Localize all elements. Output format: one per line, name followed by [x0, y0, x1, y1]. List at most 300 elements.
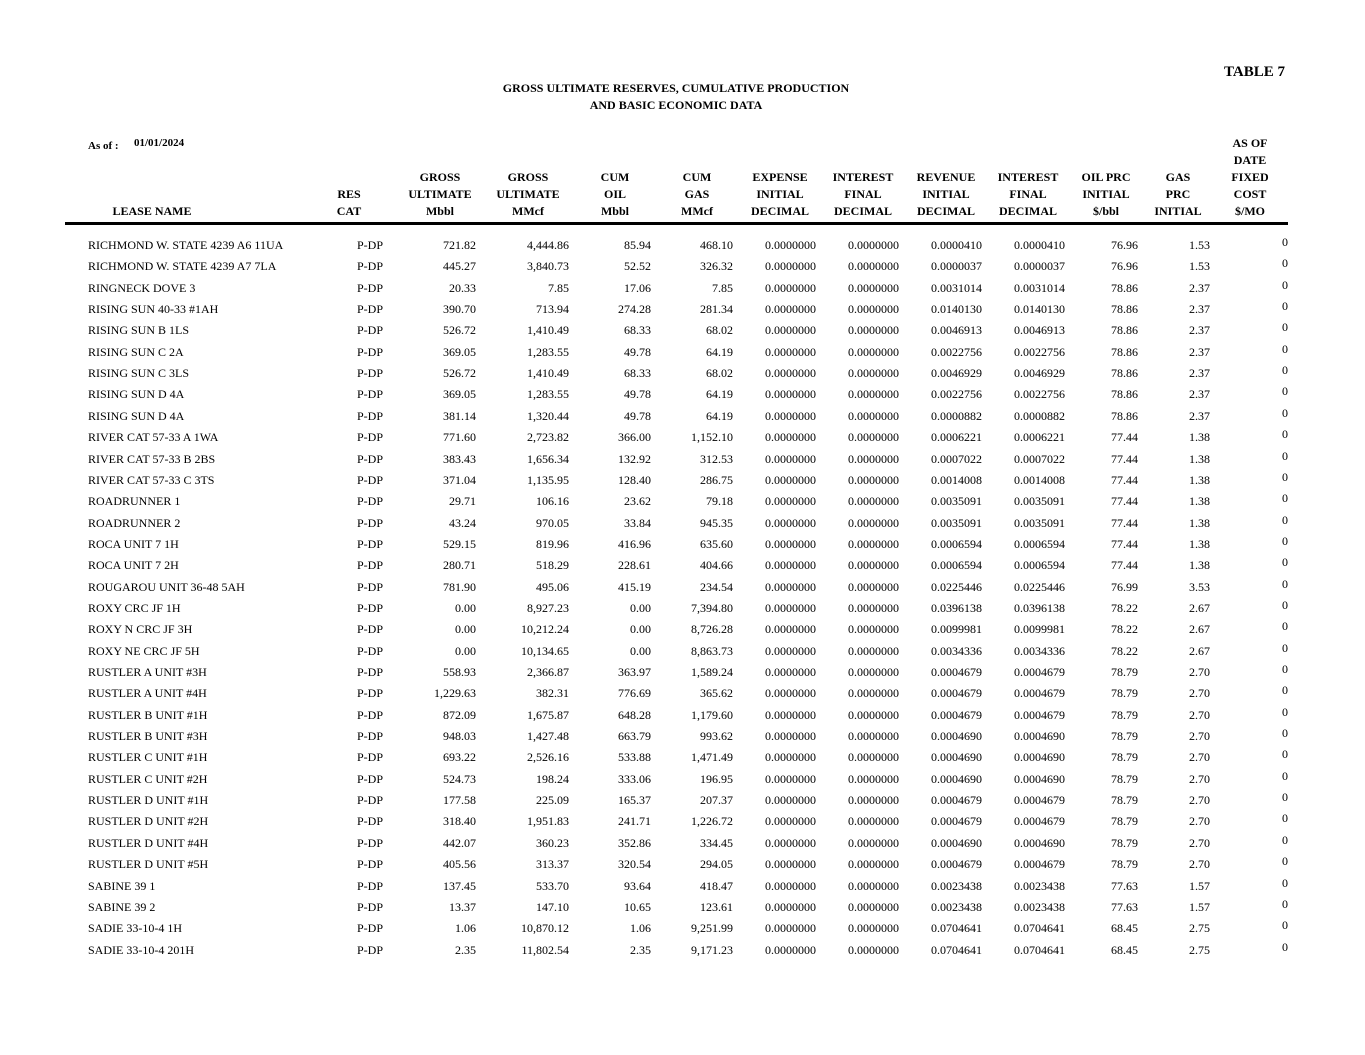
lease-name: RISING SUN C 2A	[88, 344, 184, 359]
cell-value: 0.0396138	[931, 600, 982, 615]
cell-value: 0.0007022	[931, 451, 982, 466]
cell-value: 0.0035091	[1014, 515, 1065, 530]
cell-value: 77.44	[1111, 472, 1138, 487]
cell-value: 0.0000000	[765, 835, 816, 850]
cell-value: 0	[1282, 662, 1288, 676]
cell-value: 196.95	[700, 771, 733, 786]
cell-value: 0	[1282, 555, 1288, 570]
cell-value: 0.0000000	[765, 643, 816, 658]
column-header-line: MMcf	[512, 204, 544, 218]
lease-name: RISING SUN C 3LS	[88, 366, 190, 381]
cell-value: 0.0004690	[1014, 750, 1065, 765]
cell-value: 369.05	[443, 344, 476, 359]
cell-value: 137.45	[443, 878, 476, 893]
cell-value: 693.22	[443, 750, 476, 765]
cell-value: 2.70	[1189, 686, 1210, 701]
cell-value: 68.02	[706, 366, 733, 381]
cell-value: 2.70	[1189, 729, 1210, 744]
res-cat: P-DP	[356, 665, 383, 679]
table-row	[0, 832, 1365, 857]
cell-value: 524.73	[443, 771, 476, 786]
column-header-line: PRC	[1165, 187, 1191, 201]
cell-value: 333.06	[618, 771, 651, 786]
cell-value: 78.79	[1111, 750, 1138, 765]
cell-value: 776.69	[618, 686, 651, 701]
cell-value: 68.45	[1111, 942, 1138, 957]
column-header-line: OIL	[603, 187, 626, 201]
cell-value: 0.0000000	[848, 366, 899, 381]
cell-value: 1.38	[1189, 494, 1210, 509]
column-header-line: ULTIMATE	[408, 187, 472, 201]
cell-value: 0.0004679	[931, 814, 982, 829]
res-cat: P-DP	[356, 707, 383, 722]
cell-value: 363.97	[618, 665, 651, 679]
cell-value: 0.0004690	[931, 835, 982, 850]
cell-value: 234.54	[700, 579, 733, 594]
cell-value: 1.38	[1189, 451, 1210, 466]
cell-value: 77.44	[1111, 536, 1138, 551]
lease-name: RUSTLER D UNIT #1H	[88, 793, 209, 808]
cell-value: 286.75	[700, 472, 733, 487]
column-header-line: GROSS	[507, 170, 549, 184]
lease-name: RIVER CAT 57-33 B 2BS	[88, 451, 216, 466]
cell-value: 78.79	[1111, 857, 1138, 872]
cell-value: 64.19	[706, 344, 733, 359]
cell-value: 1,589.24	[691, 665, 733, 679]
column-header-line: GAS	[684, 187, 710, 201]
table-row	[0, 790, 1365, 814]
cell-value: 0.0004679	[931, 707, 982, 722]
header-rule	[65, 222, 1288, 225]
cell-value: 1.38	[1189, 430, 1210, 445]
res-cat: P-DP	[356, 558, 383, 573]
column-header-line: CUM	[682, 170, 712, 184]
cell-value: 0	[1282, 384, 1288, 399]
column-header-line: INITIAL	[1154, 204, 1202, 218]
cell-value: 635.60	[700, 536, 733, 551]
cell-value: 0	[1282, 854, 1288, 869]
cell-value: 0	[1282, 320, 1288, 335]
cell-value: 0.0023438	[931, 878, 982, 893]
column-header-line: INITIAL	[922, 187, 970, 201]
cell-value: 0.0000000	[765, 259, 816, 274]
cell-value: 0.0000000	[765, 558, 816, 573]
cell-value: 68.45	[1111, 921, 1138, 936]
cell-value: 0	[1282, 235, 1288, 249]
res-cat: P-DP	[356, 750, 383, 765]
cell-value: 366.00	[618, 430, 651, 445]
lease-name: RIVER CAT 57-33 A 1WA	[88, 430, 219, 445]
cell-value: 0	[1282, 341, 1288, 356]
cell-value: 318.40	[443, 814, 476, 829]
report-title-line-1: GROSS ULTIMATE RESERVES, CUMULATIVE PRODUCTION	[502, 81, 850, 95]
cell-value: 23.62	[624, 494, 651, 509]
cell-value: 326.32	[700, 259, 733, 274]
cell-value: 2.70	[1189, 771, 1210, 786]
cell-value: 79.18	[706, 494, 733, 509]
cell-value: 68.33	[624, 366, 651, 381]
cell-value: 0.0004690	[931, 771, 982, 786]
cell-value: 1,179.60	[691, 707, 733, 722]
cell-value: 2.70	[1189, 835, 1210, 850]
lease-name: RINGNECK DOVE 3	[88, 280, 196, 295]
cell-value: 0.0000000	[765, 430, 816, 445]
cell-value: 1,675.87	[527, 707, 569, 722]
cell-value: 1.06	[630, 921, 651, 936]
cell-value: 415.19	[618, 579, 651, 594]
cell-value: 0.0000000	[848, 600, 899, 615]
cell-value: 225.09	[536, 793, 569, 808]
table-row	[0, 448, 1365, 473]
cell-value: 1.57	[1189, 878, 1210, 893]
cell-value: 0	[1282, 832, 1288, 847]
cell-value: 970.05	[536, 515, 569, 530]
table-row	[0, 512, 1365, 537]
column-header-line: $/bbl	[1092, 204, 1119, 218]
cell-value: 0	[1282, 747, 1288, 762]
cell-value: 526.72	[443, 323, 476, 338]
column-header-line: CUM	[600, 170, 630, 184]
cell-value: 0.0000037	[1014, 259, 1065, 274]
cell-value: 8,863.73	[691, 643, 733, 658]
cell-value: 0.0000000	[848, 665, 899, 679]
res-cat: P-DP	[356, 600, 383, 615]
cell-value: 0.0000000	[848, 536, 899, 551]
cell-value: 77.63	[1111, 878, 1138, 893]
cell-value: 7,394.80	[691, 600, 733, 615]
cell-value: 0.0000000	[765, 344, 816, 359]
cell-value: 383.43	[443, 451, 476, 466]
cell-value: 13.37	[449, 899, 476, 914]
cell-value: 0.0140130	[1014, 302, 1065, 317]
cell-value: 0.0004690	[931, 729, 982, 744]
column-header-line: GROSS	[419, 170, 461, 184]
column-header-line: COST	[1233, 187, 1267, 201]
cell-value: 0.0000000	[848, 451, 899, 466]
table-row	[0, 235, 1365, 259]
cell-value: 10,212.24	[521, 622, 569, 637]
cell-value: 49.78	[624, 344, 651, 359]
cell-value: 2.75	[1189, 942, 1210, 957]
table-row	[0, 491, 1365, 515]
cell-value: 0	[1282, 533, 1288, 548]
cell-value: 0.00	[630, 622, 651, 637]
cell-value: 8,726.28	[691, 622, 733, 637]
cell-value: 2.37	[1189, 323, 1210, 338]
cell-value: 78.79	[1111, 814, 1138, 829]
cell-value: 76.96	[1111, 259, 1138, 274]
res-cat: P-DP	[356, 494, 383, 509]
lease-name: ROXY CRC JF 1H	[88, 600, 181, 615]
cell-value: 0.0014008	[931, 472, 982, 487]
lease-name: ROUGAROU UNIT 36-48 5AH	[88, 579, 245, 594]
column-header-line: Mbbl	[600, 204, 629, 218]
lease-name: RIVER CAT 57-33 C 3TS	[88, 472, 215, 487]
cell-value: 77.44	[1111, 451, 1138, 466]
cell-value: 0.0000000	[848, 643, 899, 658]
cell-value: 7.85	[548, 280, 569, 295]
cell-value: 0	[1282, 448, 1288, 463]
cell-value: 0.0000000	[848, 302, 899, 317]
cell-value: 78.86	[1111, 280, 1138, 295]
cell-value: 0.0000000	[848, 707, 899, 722]
cell-value: 0.0000000	[848, 408, 899, 423]
cell-value: 0	[1282, 597, 1288, 612]
cell-value: 0.0225446	[1014, 579, 1065, 594]
lease-name: ROCA UNIT 7 2H	[88, 558, 179, 573]
cell-value: 1.38	[1189, 558, 1210, 573]
lease-name: RICHMOND W. STATE 4239 A7 7LA	[88, 259, 277, 274]
res-cat: P-DP	[356, 323, 383, 338]
cell-value: 0.0000000	[765, 515, 816, 530]
res-cat: P-DP	[356, 238, 383, 252]
column-header-line: FIXED	[1231, 170, 1269, 184]
cell-value: 0.0000000	[765, 707, 816, 722]
lease-name: SADIE 33-10-4 1H	[88, 921, 182, 936]
cell-value: 0	[1282, 640, 1288, 655]
cell-value: 0	[1282, 469, 1288, 484]
cell-value: 0.00	[630, 600, 651, 615]
cell-value: 0	[1282, 896, 1288, 911]
cell-value: 0.0014008	[1014, 472, 1065, 487]
cell-value: 0.0000000	[848, 558, 899, 573]
cell-value: 648.28	[618, 707, 651, 722]
cell-value: 416.96	[618, 536, 651, 551]
cell-value: 0.0006594	[1014, 536, 1065, 551]
cell-value: 0.0000000	[848, 814, 899, 829]
column-header-line: DECIMAL	[998, 204, 1057, 218]
cell-value: 365.62	[700, 686, 733, 701]
cell-value: 1,135.95	[527, 472, 569, 487]
cell-value: 0.0000000	[765, 814, 816, 829]
lease-name: RISING SUN D 4A	[88, 387, 185, 402]
cell-value: 0	[1282, 875, 1288, 890]
cell-value: 0.0000000	[765, 472, 816, 487]
cell-value: 2.37	[1189, 408, 1210, 423]
cell-value: 0.0000000	[765, 387, 816, 402]
cell-value: 0.0000882	[931, 408, 982, 423]
cell-value: 0.0000410	[931, 238, 982, 252]
cell-value: 0.0000000	[848, 579, 899, 594]
cell-value: 0.0000000	[848, 793, 899, 808]
table-row	[0, 597, 1365, 622]
cell-value: 0.0000000	[848, 878, 899, 893]
cell-value: 0.0004690	[1014, 835, 1065, 850]
cell-value: 0.0000037	[931, 259, 982, 274]
cell-value: 0.0004679	[1014, 686, 1065, 701]
cell-value: 0.0000000	[765, 536, 816, 551]
lease-name: SABINE 39 1	[88, 878, 156, 893]
cell-value: 0.0000000	[765, 323, 816, 338]
cell-value: 713.94	[536, 302, 569, 317]
cell-value: 1,656.34	[527, 451, 569, 466]
cell-value: 0.0006594	[1014, 558, 1065, 573]
cell-value: 78.86	[1111, 387, 1138, 402]
cell-value: 0.0000000	[765, 302, 816, 317]
column-header-line: INITIAL	[756, 187, 804, 201]
cell-value: 320.54	[618, 857, 651, 872]
table-row	[0, 939, 1365, 964]
cell-value: 0.0000000	[848, 238, 899, 252]
cell-value: 0.0000000	[765, 280, 816, 295]
table-row	[0, 726, 1365, 750]
cell-value: 78.79	[1111, 793, 1138, 808]
column-header-line: DECIMAL	[833, 204, 892, 218]
lease-name: ROXY NE CRC JF 5H	[88, 643, 200, 658]
cell-value: 0.0035091	[931, 515, 982, 530]
cell-value: 7.85	[712, 280, 733, 295]
table-row	[0, 811, 1365, 835]
cell-value: 280.71	[443, 558, 476, 573]
cell-value: 0.0000000	[848, 899, 899, 914]
cell-value: 0	[1282, 512, 1288, 527]
cell-value: 3,840.73	[527, 259, 569, 274]
cell-value: 360.23	[536, 835, 569, 850]
cell-value: 78.79	[1111, 771, 1138, 786]
cell-value: 0.0004679	[931, 686, 982, 701]
cell-value: 771.60	[443, 430, 476, 445]
cell-value: 442.07	[443, 835, 476, 850]
cell-value: 0.0704641	[931, 942, 982, 957]
cell-value: 78.86	[1111, 366, 1138, 381]
table-row	[0, 427, 1365, 451]
cell-value: 495.06	[536, 579, 569, 594]
cell-value: 2.70	[1189, 750, 1210, 765]
table-row	[0, 576, 1365, 601]
cell-value: 274.28	[618, 302, 651, 317]
table-row	[0, 405, 1365, 430]
table-row	[0, 341, 1365, 366]
cell-value: 0.0704641	[931, 921, 982, 936]
cell-value: 0.0000410	[1014, 238, 1065, 252]
column-header-line: $/MO	[1235, 204, 1265, 218]
cell-value: 2.70	[1189, 857, 1210, 872]
cell-value: 0.00	[630, 643, 651, 658]
cell-value: 334.45	[700, 835, 733, 850]
cell-value: 0.0000000	[765, 750, 816, 765]
cell-value: 0.0006594	[931, 536, 982, 551]
cell-value: 78.79	[1111, 729, 1138, 744]
cell-value: 0.0000000	[848, 430, 899, 445]
res-cat: P-DP	[356, 280, 383, 295]
cell-value: 0	[1282, 704, 1288, 719]
cell-value: 0.0000000	[765, 793, 816, 808]
cell-value: 10,134.65	[521, 643, 569, 658]
cell-value: 78.22	[1111, 643, 1138, 658]
column-header-line: CAT	[336, 204, 362, 218]
cell-value: 177.58	[443, 793, 476, 808]
cell-value: 663.79	[618, 729, 651, 744]
cell-value: 0.0396138	[1014, 600, 1065, 615]
cell-value: 0	[1282, 427, 1288, 442]
cell-value: 0.0000000	[765, 899, 816, 914]
cell-value: 0.0004679	[1014, 707, 1065, 722]
cell-value: 0.0023438	[1014, 899, 1065, 914]
cell-value: 0.0000000	[765, 494, 816, 509]
column-header-line: FINAL	[1009, 187, 1047, 201]
table-row	[0, 854, 1365, 878]
cell-value: 0.0000000	[765, 408, 816, 423]
res-cat: P-DP	[356, 899, 383, 914]
cell-value: 77.63	[1111, 899, 1138, 914]
cell-value: 948.03	[443, 729, 476, 744]
cell-value: 0.0004679	[1014, 665, 1065, 679]
cell-value: 0.0004679	[1014, 793, 1065, 808]
res-cat: P-DP	[356, 771, 383, 786]
cell-value: 33.84	[624, 515, 651, 530]
cell-value: 533.70	[536, 878, 569, 893]
lease-name: ROADRUNNER 1	[88, 494, 181, 509]
cell-value: 0.0000000	[765, 579, 816, 594]
res-cat: P-DP	[356, 686, 383, 701]
cell-value: 371.04	[443, 472, 476, 487]
res-cat: P-DP	[356, 472, 383, 487]
cell-value: 819.96	[536, 536, 569, 551]
column-header-line: ULTIMATE	[496, 187, 560, 201]
cell-value: 0	[1282, 491, 1288, 506]
lease-name: ROADRUNNER 2	[88, 515, 181, 530]
cell-value: 0.0000000	[848, 472, 899, 487]
res-cat: P-DP	[356, 942, 383, 957]
cell-value: 0	[1282, 405, 1288, 420]
cell-value: 1.38	[1189, 536, 1210, 551]
cell-value: 76.96	[1111, 238, 1138, 252]
cell-value: 0	[1282, 790, 1288, 805]
lease-name: SADIE 33-10-4 201H	[88, 942, 194, 957]
cell-value: 1,471.49	[691, 750, 733, 765]
cell-value: 369.05	[443, 387, 476, 402]
cell-value: 0	[1282, 726, 1288, 741]
res-cat: P-DP	[356, 536, 383, 551]
cell-value: 2,526.16	[527, 750, 569, 765]
cell-value: 0.0099981	[931, 622, 982, 637]
cell-value: 2.67	[1189, 643, 1210, 658]
table-row	[0, 875, 1365, 900]
res-cat: P-DP	[356, 366, 383, 381]
cell-value: 76.99	[1111, 579, 1138, 594]
cell-value: 0.0000000	[848, 323, 899, 338]
cell-value: 85.94	[624, 238, 651, 252]
cell-value: 1.57	[1189, 899, 1210, 914]
cell-value: 0.0007022	[1014, 451, 1065, 466]
column-header-line: DATE	[1233, 153, 1267, 167]
cell-value: 2.70	[1189, 793, 1210, 808]
cell-value: 147.10	[536, 899, 569, 914]
cell-value: 49.78	[624, 387, 651, 402]
cell-value: 0.0022756	[931, 387, 982, 402]
cell-value: 0.0006221	[931, 430, 982, 445]
cell-value: 0.0000000	[848, 857, 899, 872]
cell-value: 2.37	[1189, 387, 1210, 402]
cell-value: 945.35	[700, 515, 733, 530]
cell-value: 9,251.99	[691, 921, 733, 936]
res-cat: P-DP	[356, 344, 383, 359]
cell-value: 132.92	[618, 451, 651, 466]
cell-value: 1.38	[1189, 472, 1210, 487]
cell-value: 518.29	[536, 558, 569, 573]
cell-value: 352.86	[618, 835, 651, 850]
cell-value: 0.0023438	[1014, 878, 1065, 893]
column-header-line: RES	[337, 187, 361, 201]
cell-value: 0	[1282, 277, 1288, 292]
cell-value: 1,229.63	[434, 686, 476, 701]
cell-value: 0.0000000	[765, 238, 816, 252]
cell-value: 11,802.54	[521, 942, 569, 957]
cell-value: 0.0000000	[848, 387, 899, 402]
cell-value: 312.53	[700, 451, 733, 466]
cell-value: 64.19	[706, 387, 733, 402]
cell-value: 9,171.23	[691, 942, 733, 957]
